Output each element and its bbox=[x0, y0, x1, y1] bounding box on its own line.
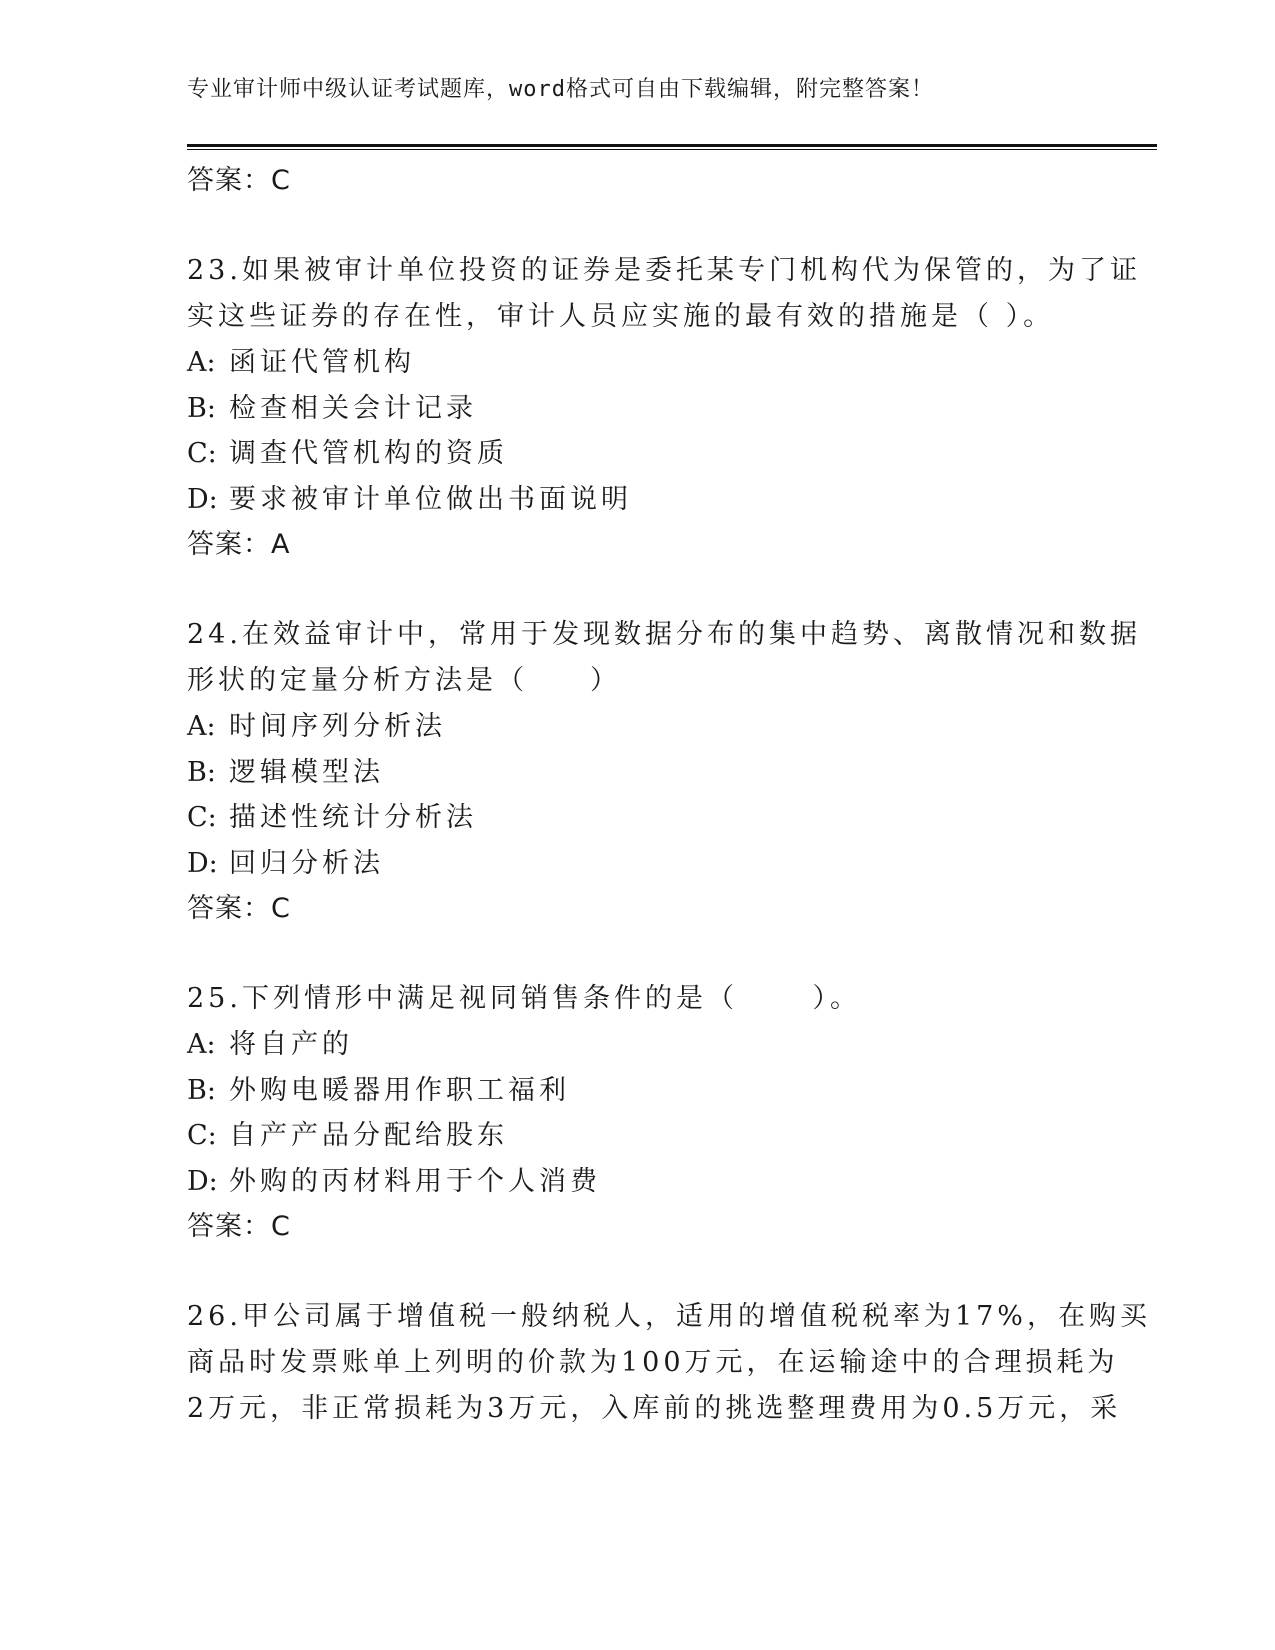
option-c bbox=[187, 795, 1087, 841]
question-text-line: 商品时发票账单上列明的价款为100万元，在运输途中的合理损耗为 bbox=[187, 1347, 1119, 1378]
option-text: 自产产品分配给股东 bbox=[229, 1120, 508, 1151]
header-divider-thick bbox=[187, 144, 1157, 147]
option-label: B: bbox=[187, 392, 216, 424]
option-d bbox=[187, 1159, 1087, 1205]
option-label: B: bbox=[187, 1074, 216, 1106]
option-label: A: bbox=[187, 711, 216, 742]
option-a bbox=[187, 704, 1087, 750]
option-label: A: bbox=[187, 347, 216, 378]
answer-24: 答案：C bbox=[187, 893, 291, 924]
question-text-line: 26.甲公司属于增值税一般纳税人，适用的增值税税率为17%，在购买 bbox=[187, 1301, 1151, 1332]
option-label: C: bbox=[187, 1120, 217, 1151]
option-text: 描述性统计分析法 bbox=[229, 802, 477, 833]
option-a bbox=[187, 340, 1087, 386]
question-text-line: 25.下列情形中满足视同销售条件的是（ ）。 bbox=[187, 983, 862, 1014]
question-23 bbox=[187, 248, 1141, 567]
option-text: 函证代管机构 bbox=[229, 347, 415, 378]
option-label: C: bbox=[187, 438, 217, 469]
option-text: 外购电暖器用作职工福利 bbox=[229, 1074, 570, 1106]
question-text-line: 23.如果被审计单位投资的证券是委托某专门机构代为保管的，为了证 bbox=[187, 255, 1141, 286]
option-label: A: bbox=[187, 1029, 216, 1060]
option-d bbox=[187, 841, 1087, 887]
option-label: D: bbox=[187, 1165, 218, 1197]
question-list bbox=[187, 158, 1151, 1432]
option-a bbox=[187, 1022, 1087, 1068]
question-text-line: 24.在效益审计中，常用于发现数据分布的集中趋势、离散情况和数据 bbox=[187, 619, 1141, 650]
option-label: C: bbox=[187, 802, 217, 833]
option-text: 外购的丙材料用于个人消费 bbox=[229, 1165, 601, 1197]
option-d bbox=[187, 477, 1087, 523]
option-b bbox=[187, 1068, 1087, 1114]
page-header: 专业审计师中级认证考试题库，word格式可自由下载编辑，附完整答案！ bbox=[187, 77, 934, 102]
question-text-line: 形状的定量分析方法是（ ） bbox=[187, 665, 621, 696]
option-c bbox=[187, 1113, 1087, 1159]
option-text: 将自产的 bbox=[229, 1029, 353, 1060]
question-24 bbox=[187, 612, 1141, 931]
header-divider-thin bbox=[187, 149, 1157, 150]
question-26 bbox=[187, 1294, 1151, 1432]
question-25 bbox=[187, 976, 1087, 1249]
previous-answer: 答案：C bbox=[187, 165, 291, 196]
question-text-line: 2万元，非正常损耗为3万元，入库前的挑选整理费用为0.5万元，采 bbox=[187, 1393, 1122, 1424]
option-text: 要求被审计单位做出书面说明 bbox=[229, 483, 632, 515]
option-c bbox=[187, 431, 1087, 477]
answer-25: 答案：C bbox=[187, 1211, 291, 1242]
option-text: 检查相关会计记录 bbox=[229, 392, 477, 424]
question-text-line: 实这些证券的存在性，审计人员应实施的最有效的措施是（ ）。 bbox=[187, 301, 1055, 332]
answer-23: 答案：A bbox=[187, 529, 291, 560]
option-b bbox=[187, 386, 1087, 432]
option-text: 调查代管机构的资质 bbox=[229, 438, 508, 469]
option-b bbox=[187, 750, 1087, 796]
option-label: B: bbox=[187, 756, 216, 788]
option-text: 时间序列分析法 bbox=[229, 711, 446, 742]
option-label: D: bbox=[187, 483, 218, 515]
option-label: D: bbox=[187, 847, 218, 879]
option-text: 逻辑模型法 bbox=[229, 756, 384, 788]
option-text: 回归分析法 bbox=[229, 847, 384, 879]
